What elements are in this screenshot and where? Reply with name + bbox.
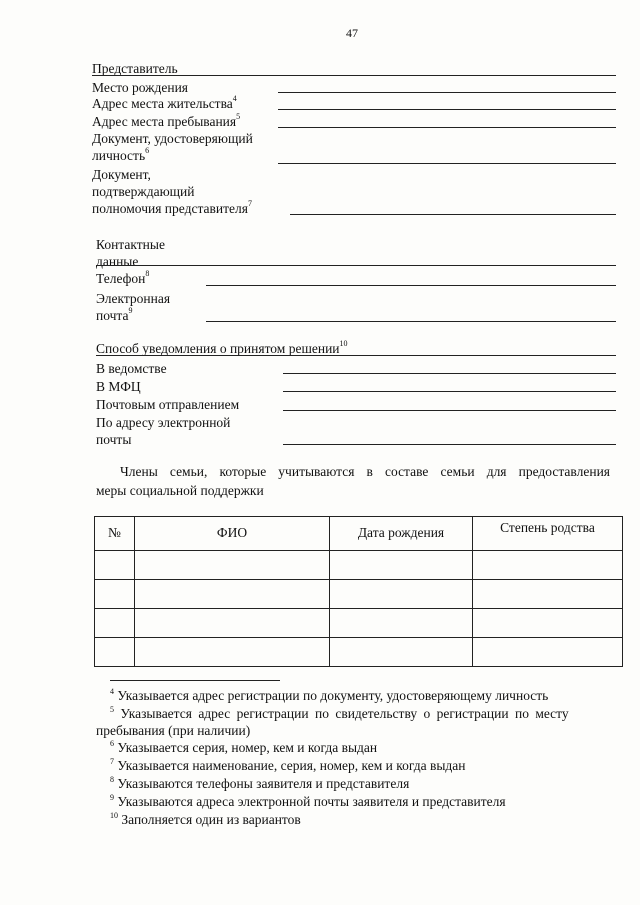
table-cell[interactable] (330, 609, 473, 638)
table-cell[interactable] (135, 580, 330, 609)
contacts-heading: Контактные данные (96, 237, 165, 269)
table-cell[interactable] (473, 609, 623, 638)
footnote-number: 8 (110, 775, 114, 784)
table-row (95, 609, 623, 638)
footnote-text: Указывается адрес регистрации по свидетельству о регистрации по месту (114, 706, 569, 721)
stay-address-field[interactable] (278, 127, 616, 128)
footnote-number: 5 (110, 705, 114, 714)
col-number: № (95, 517, 135, 551)
footnote-text-continued: пребывания (при наличии) (96, 722, 251, 738)
footnote (110, 688, 548, 705)
footnote (110, 812, 301, 829)
page-number: 47 (346, 26, 358, 40)
footnote-number: 10 (110, 811, 118, 820)
family-intro: Члены семьи, которые учитываются в составе семьи для предоставления (120, 464, 610, 479)
option-department-field[interactable] (283, 373, 616, 374)
col-relation: Степень родства (473, 517, 623, 551)
option-email-field[interactable] (283, 444, 616, 445)
table-cell[interactable] (95, 580, 135, 609)
representative-heading: Представитель (92, 61, 178, 76)
table-row (95, 580, 623, 609)
footnote (96, 705, 610, 740)
col-fullname: ФИО (135, 517, 330, 551)
footnote (110, 776, 409, 793)
footnote-text: Указывается наименование, серия, номер, кем и когда выдан (114, 758, 466, 773)
table-cell[interactable] (330, 551, 473, 580)
notification-heading: Способ уведомления о принятом решении$^{10}$ (96, 339, 348, 356)
footnote-separator (110, 680, 280, 681)
footnote-text: Заполняется один из вариантов (118, 812, 301, 827)
authority-document-label: Документ, подтверждающий полномочия представителя$^7$ (92, 167, 252, 216)
residence-address-label: Адрес места жительства$^4$ (92, 94, 237, 111)
footnote-text: Указываются телефоны заявителя и представителя (114, 776, 410, 791)
option-mail-field[interactable] (283, 410, 616, 411)
option-email-label: По адресу электронной почты (96, 415, 231, 447)
table-row (95, 551, 623, 580)
footnote (110, 794, 506, 811)
representative-heading-line (92, 75, 616, 76)
table-cell[interactable] (95, 551, 135, 580)
table-cell[interactable] (95, 609, 135, 638)
table-cell[interactable] (473, 638, 623, 667)
authority-document-field[interactable] (290, 214, 616, 215)
footnote-text: Указываются адреса электронной почты заявителя и представителя (114, 794, 506, 809)
phone-label: Телефон$^8$ (96, 269, 150, 286)
birthplace-field[interactable] (278, 92, 616, 93)
family-table-header (95, 517, 623, 551)
phone-field[interactable] (206, 285, 616, 286)
table-cell[interactable] (95, 638, 135, 667)
table-cell[interactable] (330, 580, 473, 609)
table-cell[interactable] (330, 638, 473, 667)
footnote (110, 758, 465, 775)
footnote-number: 7 (110, 757, 114, 766)
footnote-text: Указывается серия, номер, кем и когда выдан (114, 740, 378, 755)
family-intro-line2: меры социальной поддержки (96, 483, 264, 498)
id-document-label: Документ, удостоверяющий личность$^6$ (92, 131, 253, 163)
stay-address-label: Адрес места пребывания$^5$ (92, 112, 241, 129)
contacts-heading-line (96, 265, 616, 266)
email-label: Электронная почта$^9$ (96, 291, 171, 323)
table-cell[interactable] (135, 551, 330, 580)
option-department-label: В ведомстве (96, 361, 167, 376)
residence-address-field[interactable] (278, 109, 616, 110)
table-cell[interactable] (473, 551, 623, 580)
footnote-number: 9 (110, 793, 114, 802)
option-mail-label: Почтовым отправлением (96, 397, 240, 412)
col-birthdate: Дата рождения (330, 517, 473, 551)
footnote-number: 4 (110, 687, 114, 696)
table-cell[interactable] (135, 609, 330, 638)
table-cell[interactable] (473, 580, 623, 609)
option-mfc-field[interactable] (283, 391, 616, 392)
birthplace-label: Место рождения (92, 80, 189, 95)
option-mfc-label: В МФЦ (96, 379, 141, 394)
notification-heading-line (96, 355, 616, 356)
footnote-text: Указывается адрес регистрации по документу, удостоверяющему личность (114, 688, 549, 703)
footnote-number: 6 (110, 739, 114, 748)
footnote (110, 740, 377, 757)
id-document-field[interactable] (278, 163, 616, 164)
table-row (95, 638, 623, 667)
email-field[interactable] (206, 321, 616, 322)
table-cell[interactable] (135, 638, 330, 667)
family-table (94, 516, 623, 667)
